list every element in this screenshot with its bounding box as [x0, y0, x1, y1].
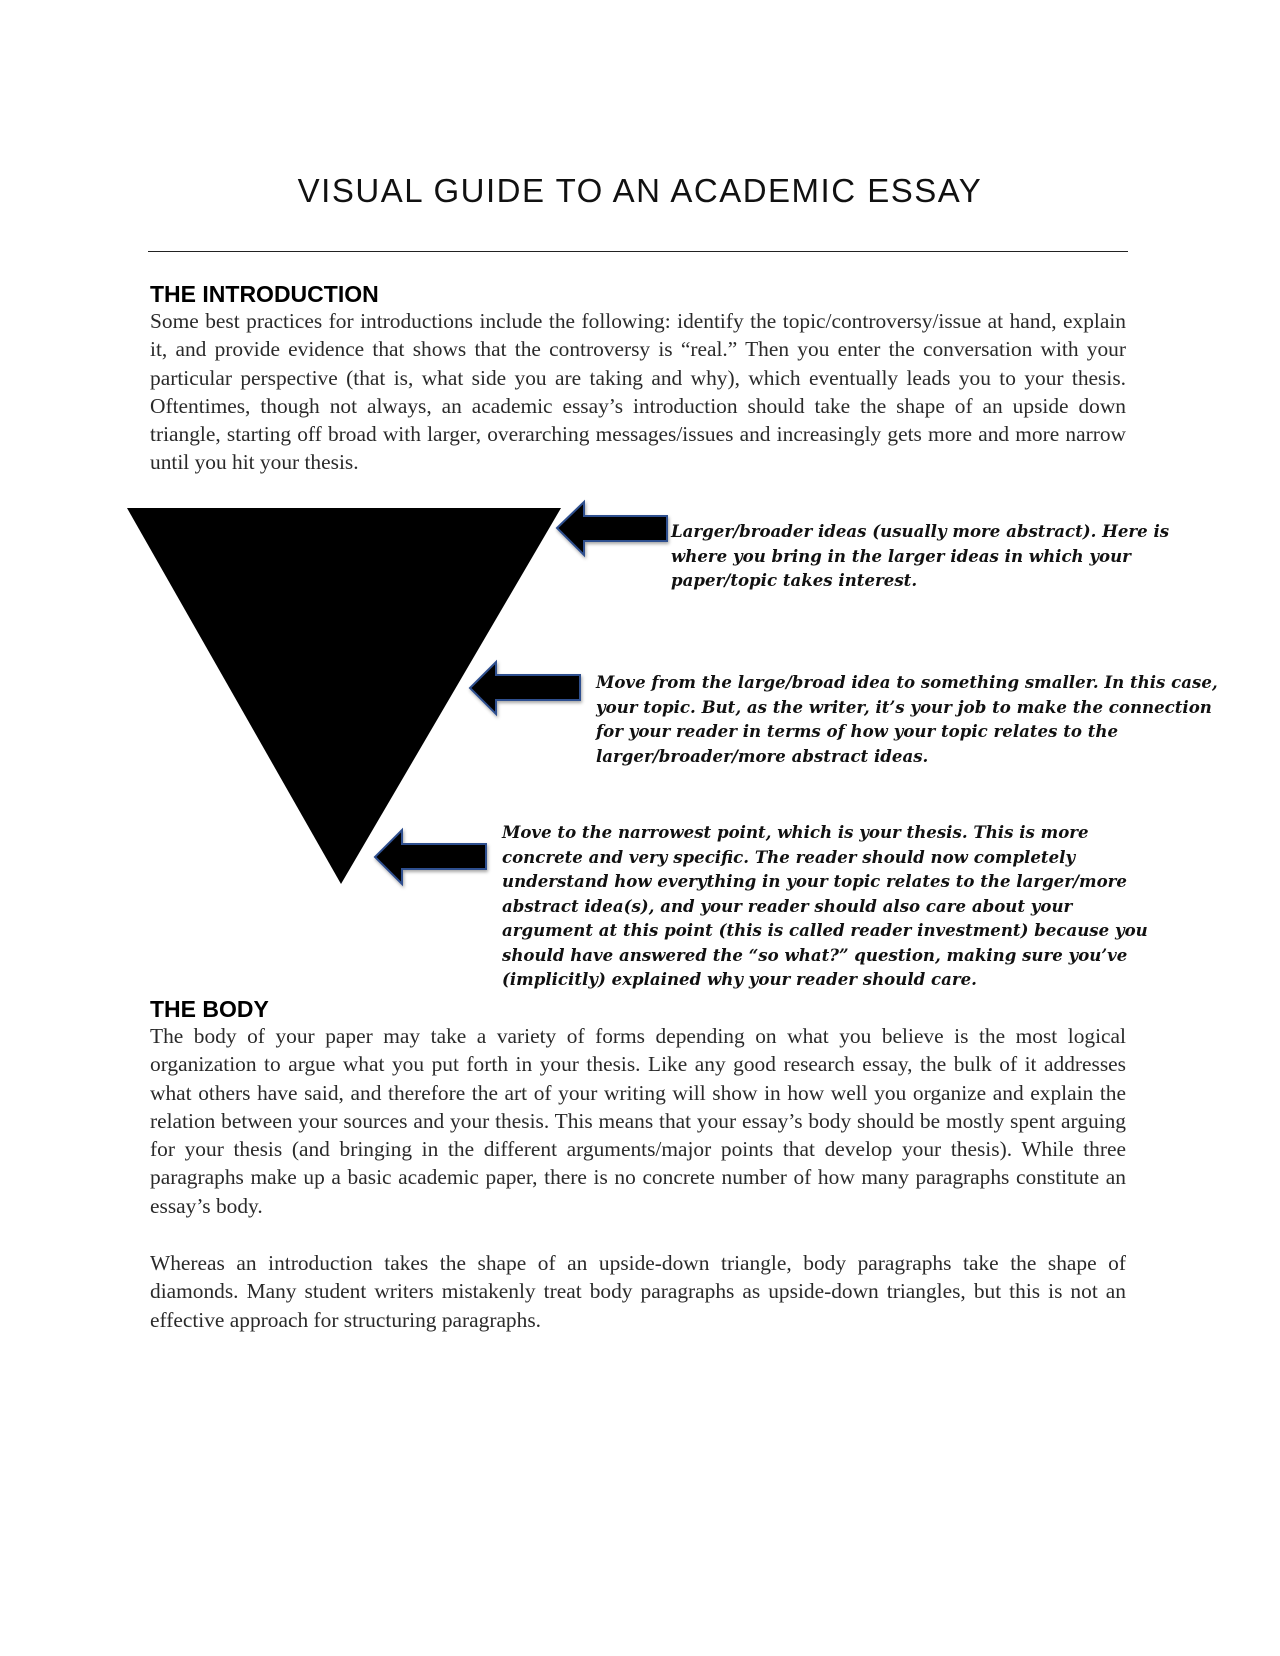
arrow-left-icon — [557, 502, 667, 555]
introduction-paragraph: Some best practices for introductions include the following: identify the topic/controversy/issue at hand, explain it, and provide evidence that shows that the controversy is “real.” Then you enter the conversation with your particular perspective (that is, what side you are taking and why), which eventually leads you to your thesis. Oftentimes, though not always, an academic essay’s introduction should take the shape of an upside down triangle, starting off broad with larger, overarching messages/issues and increasingly gets more and more narrow until you hit your thesis. — [150, 309, 1126, 475]
body-paragraph-2: Whereas an introduction takes the shape of an upside-down triangle, body paragraphs take the shape of diamonds. Many student writers mistakenly treat body paragraphs as upside-down triangles, but this is not an effective approach for structuring paragraphs. — [150, 1251, 1126, 1332]
arrow-left-icon — [375, 830, 486, 884]
annotation-topic: Move from the large/broad idea to something smaller. In this case, your topic. But, as the writer, it’s your job to make the connection for your reader in terms of how your topic relates to the larger/broader/more abstract ideas. — [596, 672, 1218, 766]
body-paragraph-1: The body of your paper may take a variety of forms depending on what you believe is the most logical organization to argue what you put forth in your thesis. Like any good research essay, the bulk of it addresses what others have said, and therefore the art of your writing will show in how well you organize and explain the relation between your sources and your thesis. This means that your essay’s body should be mostly spent arguing for your thesis (and bringing in the different arguments/major points that develop your thesis). While three paragraphs make up a basic academic paper, there is no concrete number of how many paragraphs constitute an essay’s body. — [150, 1024, 1126, 1218]
document-title: VISUAL GUIDE TO AN ACADEMIC ESSAY — [297, 172, 983, 209]
arrow-left-icon — [470, 662, 580, 714]
body-heading: THE BODY — [150, 996, 269, 1022]
introduction-heading: THE INTRODUCTION — [150, 281, 379, 307]
annotation-thesis: Move to the narrowest point, which is your thesis. This is more concrete and very specific. The reader should now completely understand how everything in your topic relates to the larger/more abstract idea(s), and your reader should also care about your argument at this point (this is called reader investment) because you should have answered the “so what?” question, making sure you’ve (implicitly) explained why your reader should care. — [502, 822, 1148, 989]
annotation-broad-ideas: Larger/broader ideas (usually more abstract). Here is where you bring in the larger ideas in which your paper/topic takes interest. — [671, 521, 1170, 590]
